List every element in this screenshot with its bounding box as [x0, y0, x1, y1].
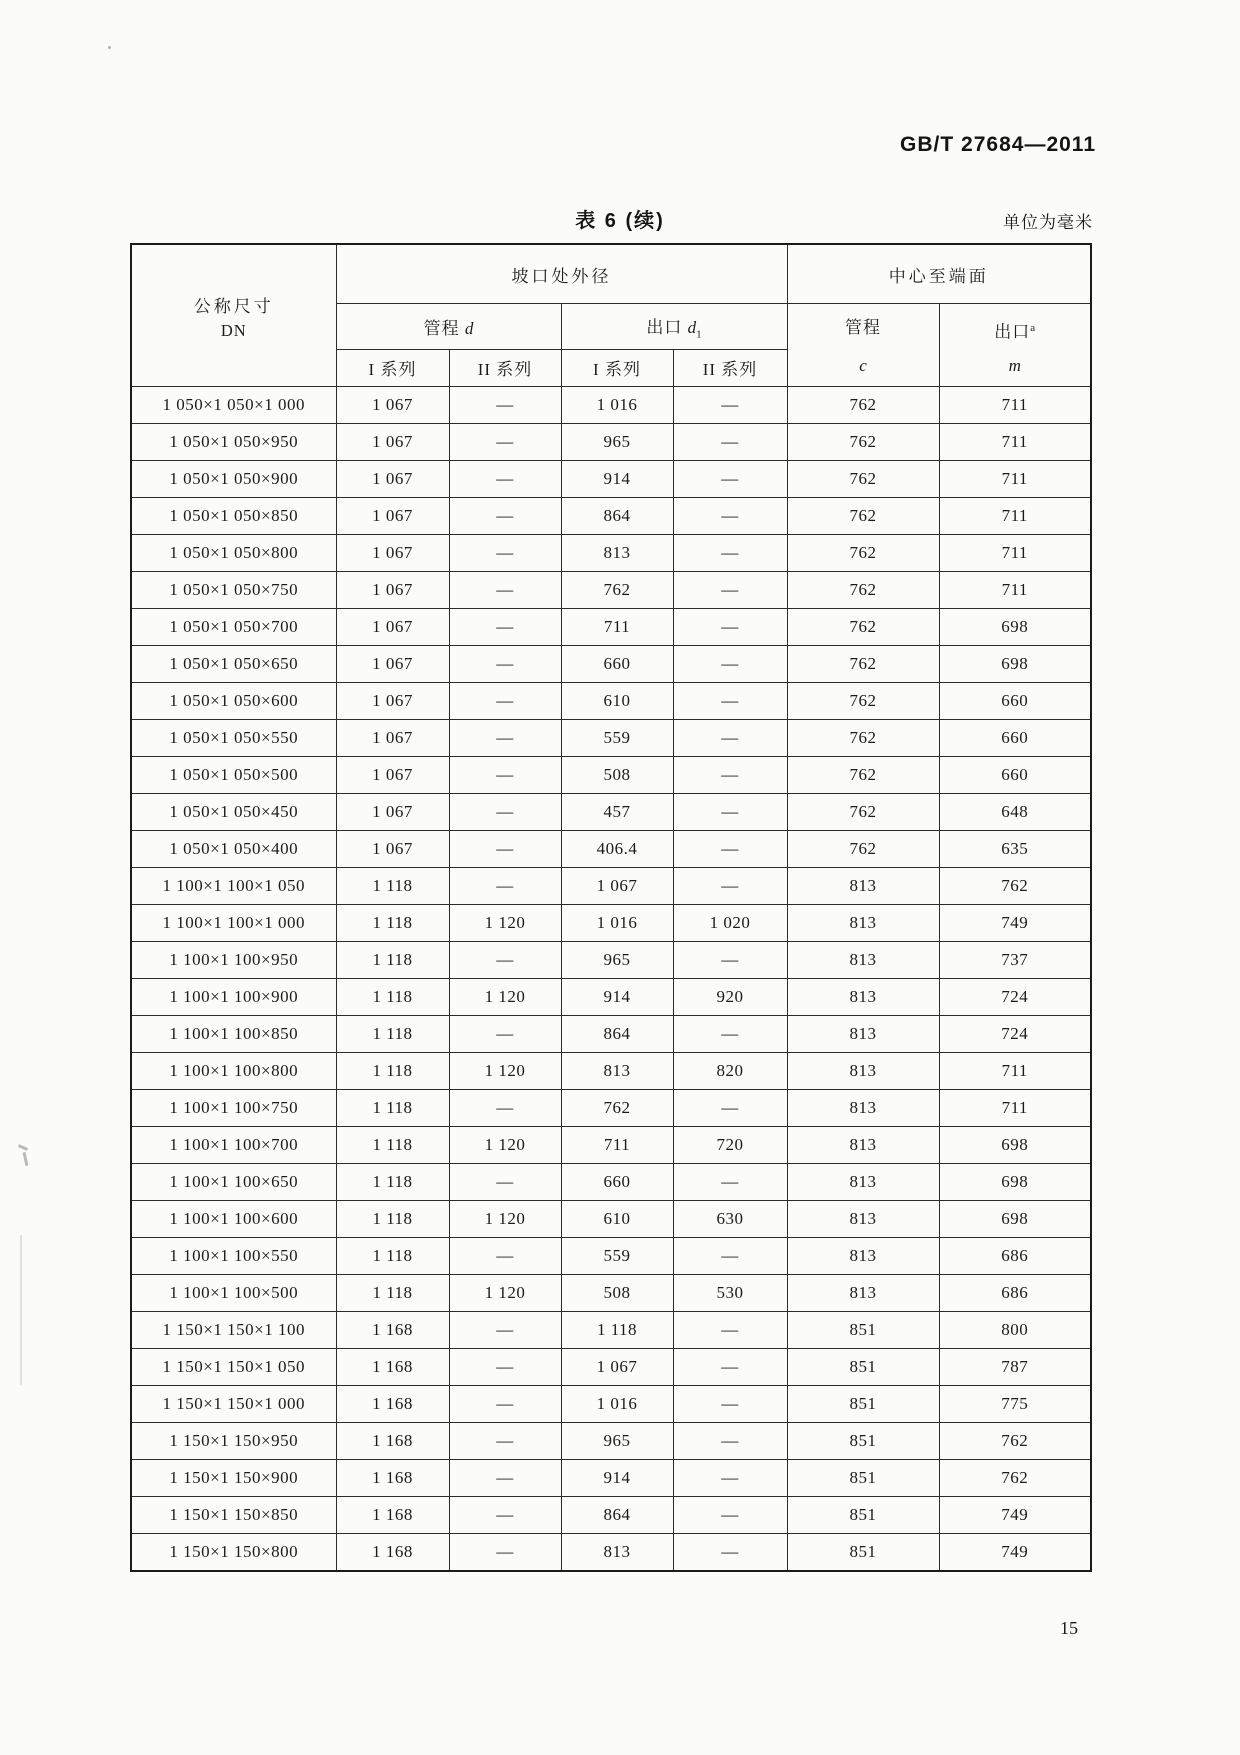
cell-dn: 1 100×1 100×500: [131, 1275, 336, 1312]
cell-tube-d-series2: —: [449, 424, 561, 461]
table-row: [131, 609, 1091, 646]
table-row: [131, 1090, 1091, 1127]
cell-dn: 1 100×1 100×1 000: [131, 905, 336, 942]
cell-center-tube-c: 851: [787, 1386, 939, 1423]
cell-center-outlet-m: 698: [939, 646, 1091, 683]
cell-center-outlet-m: 800: [939, 1312, 1091, 1349]
cell-center-tube-c: 851: [787, 1534, 939, 1572]
cell-outlet-d1-series2: —: [673, 424, 787, 461]
table-row: [131, 1312, 1091, 1349]
cell-dn: 1 100×1 100×800: [131, 1053, 336, 1090]
cell-tube-d-series1: 1 168: [336, 1423, 449, 1460]
scan-artifact: [18, 1144, 28, 1151]
table-row: [131, 646, 1091, 683]
cell-tube-d-series2: —: [449, 683, 561, 720]
cell-tube-d-series2: 1 120: [449, 1053, 561, 1090]
cell-tube-d-series1: 1 067: [336, 387, 449, 424]
cell-tube-d-series1: 1 118: [336, 868, 449, 905]
header-tube-series1: I 系列: [336, 349, 449, 386]
cell-dn: 1 100×1 100×850: [131, 1016, 336, 1053]
table-row: [131, 868, 1091, 905]
cell-center-outlet-m: 698: [939, 609, 1091, 646]
cell-outlet-d1-series1: 711: [561, 609, 673, 646]
cell-center-tube-c: 762: [787, 535, 939, 572]
cell-tube-d-series1: 1 118: [336, 1201, 449, 1238]
table-row: [131, 1201, 1091, 1238]
cell-tube-d-series1: 1 118: [336, 1016, 449, 1053]
header-center-tube-label: 管程: [845, 318, 881, 337]
cell-tube-d-series2: 1 120: [449, 1127, 561, 1164]
header-tube-d-label: 管程: [423, 318, 460, 338]
table-row: [131, 1460, 1091, 1497]
cell-tube-d-series2: —: [449, 942, 561, 979]
header-nominal-size: [131, 244, 336, 387]
cell-outlet-d1-series1: 864: [561, 1497, 673, 1534]
cell-outlet-d1-series1: 660: [561, 646, 673, 683]
cell-outlet-d1-series2: —: [673, 461, 787, 498]
table-row: [131, 757, 1091, 794]
cell-dn: 1 100×1 100×700: [131, 1127, 336, 1164]
cell-tube-d-series2: —: [449, 831, 561, 868]
header-outlet-d1-subscript: 1: [696, 327, 702, 340]
cell-tube-d-series2: —: [449, 794, 561, 831]
cell-center-outlet-m: 711: [939, 1053, 1091, 1090]
cell-center-tube-c: 762: [787, 720, 939, 757]
cell-outlet-d1-series1: 813: [561, 535, 673, 572]
table-row: [131, 1127, 1091, 1164]
cell-outlet-d1-series2: —: [673, 757, 787, 794]
cell-outlet-d1-series2: —: [673, 831, 787, 868]
cell-center-tube-c: 813: [787, 868, 939, 905]
header-center-to-end-group: 中心至端面: [787, 244, 1091, 304]
table-body: [131, 387, 1091, 1572]
cell-outlet-d1-series1: 914: [561, 979, 673, 1016]
cell-outlet-d1-series1: 813: [561, 1053, 673, 1090]
table-row: [131, 942, 1091, 979]
header-center-tube-c: [787, 304, 939, 387]
cell-center-tube-c: 813: [787, 1201, 939, 1238]
cell-outlet-d1-series2: 920: [673, 979, 787, 1016]
cell-outlet-d1-series2: —: [673, 1423, 787, 1460]
table-header: [131, 244, 1091, 387]
cell-tube-d-series2: —: [449, 720, 561, 757]
table-row: [131, 905, 1091, 942]
cell-outlet-d1-series1: 660: [561, 1164, 673, 1201]
cell-tube-d-series2: —: [449, 572, 561, 609]
cell-tube-d-series2: —: [449, 1460, 561, 1497]
cell-outlet-d1-series2: 1 020: [673, 905, 787, 942]
table-row: [131, 1423, 1091, 1460]
cell-outlet-d1-series1: 914: [561, 461, 673, 498]
cell-center-tube-c: 813: [787, 1127, 939, 1164]
cell-center-tube-c: 762: [787, 757, 939, 794]
cell-center-outlet-m: 660: [939, 683, 1091, 720]
cell-outlet-d1-series2: 820: [673, 1053, 787, 1090]
cell-outlet-d1-series2: —: [673, 794, 787, 831]
cell-outlet-d1-series2: —: [673, 609, 787, 646]
cell-outlet-d1-series1: 965: [561, 1423, 673, 1460]
cell-tube-d-series2: —: [449, 1386, 561, 1423]
cell-dn: 1 100×1 100×750: [131, 1090, 336, 1127]
cell-center-tube-c: 851: [787, 1423, 939, 1460]
cell-tube-d-series2: 1 120: [449, 979, 561, 1016]
cell-center-tube-c: 813: [787, 1016, 939, 1053]
cell-center-tube-c: 762: [787, 387, 939, 424]
cell-center-outlet-m: 711: [939, 461, 1091, 498]
cell-dn: 1 050×1 050×850: [131, 498, 336, 535]
cell-tube-d-series2: —: [449, 1497, 561, 1534]
table-row: [131, 1275, 1091, 1312]
cell-outlet-d1-series1: 1 016: [561, 387, 673, 424]
cell-outlet-d1-series1: 965: [561, 424, 673, 461]
cell-tube-d-series1: 1 067: [336, 498, 449, 535]
cell-outlet-d1-series1: 1 016: [561, 1386, 673, 1423]
cell-tube-d-series2: —: [449, 1423, 561, 1460]
table-row: [131, 831, 1091, 868]
cell-dn: 1 050×1 050×700: [131, 609, 336, 646]
cell-dn: 1 150×1 150×800: [131, 1534, 336, 1572]
cell-dn: 1 100×1 100×950: [131, 942, 336, 979]
cell-tube-d-series1: 1 118: [336, 905, 449, 942]
cell-center-outlet-m: 762: [939, 1423, 1091, 1460]
table-row: [131, 461, 1091, 498]
cell-tube-d-series2: —: [449, 1238, 561, 1275]
header-center-outlet-label: 出口: [994, 322, 1031, 342]
cell-center-outlet-m: 698: [939, 1164, 1091, 1201]
cell-tube-d-series1: 1 067: [336, 535, 449, 572]
cell-tube-d-series1: 1 067: [336, 572, 449, 609]
cell-tube-d-series1: 1 067: [336, 424, 449, 461]
cell-outlet-d1-series2: —: [673, 572, 787, 609]
standard-number: GB/T 27684—2011: [900, 133, 1096, 156]
cell-tube-d-series1: 1 168: [336, 1312, 449, 1349]
cell-outlet-d1-series1: 559: [561, 720, 673, 757]
cell-tube-d-series2: —: [449, 868, 561, 905]
cell-dn: 1 050×1 050×450: [131, 794, 336, 831]
cell-tube-d-series1: 1 067: [336, 757, 449, 794]
cell-outlet-d1-series2: —: [673, 535, 787, 572]
cell-tube-d-series1: 1 067: [336, 794, 449, 831]
cell-outlet-d1-series1: 508: [561, 757, 673, 794]
cell-dn: 1 100×1 100×550: [131, 1238, 336, 1275]
cell-center-tube-c: 813: [787, 1053, 939, 1090]
cell-dn: 1 150×1 150×1 050: [131, 1349, 336, 1386]
cell-dn: 1 050×1 050×500: [131, 757, 336, 794]
cell-tube-d-series2: 1 120: [449, 1201, 561, 1238]
cell-tube-d-series1: 1 168: [336, 1534, 449, 1572]
cell-dn: 1 100×1 100×1 050: [131, 868, 336, 905]
cell-center-outlet-m: 698: [939, 1127, 1091, 1164]
cell-dn: 1 150×1 150×950: [131, 1423, 336, 1460]
cell-outlet-d1-series2: —: [673, 1312, 787, 1349]
cell-tube-d-series2: —: [449, 1534, 561, 1572]
cell-center-outlet-m: 724: [939, 979, 1091, 1016]
cell-outlet-d1-series1: 1 067: [561, 1349, 673, 1386]
cell-center-tube-c: 851: [787, 1312, 939, 1349]
page-number: 15: [1060, 1618, 1078, 1638]
table-row: [131, 979, 1091, 1016]
header-tube-series2: II 系列: [449, 349, 561, 386]
cell-dn: 1 150×1 150×1 000: [131, 1386, 336, 1423]
cell-outlet-d1-series2: —: [673, 498, 787, 535]
cell-tube-d-series1: 1 118: [336, 1090, 449, 1127]
cell-center-tube-c: 762: [787, 794, 939, 831]
cell-outlet-d1-series2: —: [673, 720, 787, 757]
cell-tube-d-series2: —: [449, 1090, 561, 1127]
cell-tube-d-series2: —: [449, 1312, 561, 1349]
cell-tube-d-series2: 1 120: [449, 1275, 561, 1312]
cell-tube-d-series1: 1 118: [336, 1275, 449, 1312]
cell-outlet-d1-series2: —: [673, 1164, 787, 1201]
cell-center-tube-c: 762: [787, 609, 939, 646]
cell-dn: 1 150×1 150×900: [131, 1460, 336, 1497]
cell-dn: 1 050×1 050×950: [131, 424, 336, 461]
cell-center-tube-c: 851: [787, 1460, 939, 1497]
header-c-symbol: c: [859, 356, 867, 375]
header-bevel-od-group: 坡口处外径: [336, 244, 787, 304]
cell-outlet-d1-series1: 711: [561, 1127, 673, 1164]
cell-tube-d-series2: —: [449, 1349, 561, 1386]
cell-center-outlet-m: 711: [939, 387, 1091, 424]
table-row: [131, 1053, 1091, 1090]
cell-center-tube-c: 762: [787, 498, 939, 535]
header-center-outlet-m: [939, 304, 1091, 387]
cell-outlet-d1-series1: 965: [561, 942, 673, 979]
dimension-table: [130, 243, 1092, 1572]
cell-center-tube-c: 813: [787, 942, 939, 979]
table-row: [131, 1386, 1091, 1423]
cell-tube-d-series1: 1 118: [336, 1238, 449, 1275]
table-row: [131, 794, 1091, 831]
cell-center-tube-c: 813: [787, 1238, 939, 1275]
cell-center-outlet-m: 711: [939, 1090, 1091, 1127]
cell-dn: 1 050×1 050×550: [131, 720, 336, 757]
cell-center-outlet-m: 749: [939, 905, 1091, 942]
cell-outlet-d1-series2: 530: [673, 1275, 787, 1312]
header-tube-d: [336, 304, 561, 350]
header-row-groups: [131, 244, 1091, 304]
cell-outlet-d1-series2: —: [673, 1016, 787, 1053]
cell-outlet-d1-series1: 457: [561, 794, 673, 831]
cell-tube-d-series2: —: [449, 461, 561, 498]
table-row: [131, 1349, 1091, 1386]
cell-tube-d-series1: 1 067: [336, 720, 449, 757]
scan-artifact: [108, 46, 111, 49]
cell-center-outlet-m: 711: [939, 424, 1091, 461]
cell-center-outlet-m: 749: [939, 1497, 1091, 1534]
unit-note: 单位为毫米: [1003, 213, 1093, 232]
table-row: [131, 424, 1091, 461]
table-row: [131, 720, 1091, 757]
header-outlet-d1-symbol: d: [687, 317, 697, 337]
cell-outlet-d1-series1: 914: [561, 1460, 673, 1497]
cell-tube-d-series2: —: [449, 1016, 561, 1053]
cell-center-outlet-m: 686: [939, 1275, 1091, 1312]
header-outlet-d1: [561, 304, 787, 350]
cell-outlet-d1-series1: 610: [561, 683, 673, 720]
cell-center-outlet-m: 711: [939, 535, 1091, 572]
cell-center-tube-c: 813: [787, 1275, 939, 1312]
header-dn-label: DN: [220, 320, 247, 340]
cell-outlet-d1-series1: 610: [561, 1201, 673, 1238]
cell-outlet-d1-series1: 406.4: [561, 831, 673, 868]
cell-tube-d-series1: 1 118: [336, 1127, 449, 1164]
cell-dn: 1 100×1 100×900: [131, 979, 336, 1016]
cell-outlet-d1-series2: —: [673, 683, 787, 720]
scan-artifact: [23, 1152, 29, 1166]
cell-tube-d-series1: 1 118: [336, 942, 449, 979]
cell-tube-d-series1: 1 067: [336, 831, 449, 868]
scan-artifact: [20, 1235, 22, 1385]
cell-center-outlet-m: 648: [939, 794, 1091, 831]
cell-center-tube-c: 851: [787, 1349, 939, 1386]
cell-center-tube-c: 762: [787, 424, 939, 461]
cell-outlet-d1-series2: —: [673, 1497, 787, 1534]
table-row: [131, 498, 1091, 535]
header-tube-d-symbol: d: [464, 318, 474, 338]
cell-tube-d-series2: —: [449, 646, 561, 683]
cell-outlet-d1-series2: —: [673, 1238, 787, 1275]
table-row: [131, 683, 1091, 720]
cell-tube-d-series2: —: [449, 609, 561, 646]
cell-dn: 1 050×1 050×900: [131, 461, 336, 498]
cell-center-tube-c: 762: [787, 646, 939, 683]
cell-dn: 1 100×1 100×600: [131, 1201, 336, 1238]
cell-outlet-d1-series1: 1 067: [561, 868, 673, 905]
cell-outlet-d1-series1: 762: [561, 572, 673, 609]
cell-outlet-d1-series2: —: [673, 942, 787, 979]
table-row: [131, 535, 1091, 572]
cell-dn: 1 150×1 150×850: [131, 1497, 336, 1534]
cell-tube-d-series1: 1 067: [336, 461, 449, 498]
cell-center-tube-c: 813: [787, 979, 939, 1016]
cell-outlet-d1-series2: —: [673, 1349, 787, 1386]
cell-center-outlet-m: 711: [939, 572, 1091, 609]
cell-center-tube-c: 762: [787, 831, 939, 868]
header-outlet-series1: I 系列: [561, 349, 673, 386]
cell-outlet-d1-series2: —: [673, 1090, 787, 1127]
cell-tube-d-series2: —: [449, 387, 561, 424]
cell-center-tube-c: 813: [787, 1164, 939, 1201]
cell-center-outlet-m: 711: [939, 498, 1091, 535]
cell-center-outlet-m: 698: [939, 1201, 1091, 1238]
cell-center-outlet-m: 686: [939, 1238, 1091, 1275]
cell-dn: 1 050×1 050×600: [131, 683, 336, 720]
cell-outlet-d1-series2: —: [673, 646, 787, 683]
cell-center-outlet-m: 660: [939, 720, 1091, 757]
cell-center-tube-c: 851: [787, 1497, 939, 1534]
cell-dn: 1 150×1 150×1 100: [131, 1312, 336, 1349]
cell-tube-d-series1: 1 067: [336, 646, 449, 683]
cell-tube-d-series1: 1 168: [336, 1460, 449, 1497]
cell-center-outlet-m: 787: [939, 1349, 1091, 1386]
cell-dn: 1 050×1 050×750: [131, 572, 336, 609]
cell-tube-d-series1: 1 118: [336, 1164, 449, 1201]
cell-tube-d-series1: 1 067: [336, 683, 449, 720]
table-row: [131, 1534, 1091, 1572]
cell-dn: 1 050×1 050×1 000: [131, 387, 336, 424]
cell-dn: 1 100×1 100×650: [131, 1164, 336, 1201]
table-row: [131, 572, 1091, 609]
cell-tube-d-series2: —: [449, 1164, 561, 1201]
cell-center-tube-c: 762: [787, 461, 939, 498]
cell-outlet-d1-series2: 720: [673, 1127, 787, 1164]
cell-outlet-d1-series2: —: [673, 1460, 787, 1497]
table-title: 表 6 (续): [575, 210, 665, 232]
cell-center-tube-c: 762: [787, 683, 939, 720]
cell-outlet-d1-series1: 864: [561, 1016, 673, 1053]
header-outlet-d1-label: 出口: [646, 317, 683, 337]
cell-outlet-d1-series2: —: [673, 387, 787, 424]
cell-center-tube-c: 813: [787, 1090, 939, 1127]
cell-center-outlet-m: 762: [939, 868, 1091, 905]
cell-outlet-d1-series2: —: [673, 868, 787, 905]
cell-tube-d-series2: —: [449, 535, 561, 572]
cell-tube-d-series1: 1 168: [336, 1386, 449, 1423]
cell-outlet-d1-series2: —: [673, 1534, 787, 1572]
cell-outlet-d1-series1: 559: [561, 1238, 673, 1275]
table-row: [131, 387, 1091, 424]
table-row: [131, 1497, 1091, 1534]
cell-outlet-d1-series1: 1 118: [561, 1312, 673, 1349]
cell-center-outlet-m: 737: [939, 942, 1091, 979]
cell-center-outlet-m: 749: [939, 1534, 1091, 1572]
cell-tube-d-series1: 1 118: [336, 979, 449, 1016]
cell-center-outlet-m: 724: [939, 1016, 1091, 1053]
cell-outlet-d1-series1: 864: [561, 498, 673, 535]
cell-dn: 1 050×1 050×650: [131, 646, 336, 683]
cell-outlet-d1-series1: 1 016: [561, 905, 673, 942]
cell-dn: 1 050×1 050×400: [131, 831, 336, 868]
header-outlet-series2: II 系列: [673, 349, 787, 386]
header-outlet-footnote-marker: a: [1030, 322, 1036, 334]
cell-outlet-d1-series1: 762: [561, 1090, 673, 1127]
cell-center-tube-c: 762: [787, 572, 939, 609]
table-row: [131, 1238, 1091, 1275]
cell-tube-d-series1: 1 168: [336, 1349, 449, 1386]
cell-tube-d-series2: —: [449, 498, 561, 535]
cell-dn: 1 050×1 050×800: [131, 535, 336, 572]
cell-tube-d-series2: —: [449, 757, 561, 794]
cell-tube-d-series1: 1 067: [336, 609, 449, 646]
cell-center-outlet-m: 762: [939, 1460, 1091, 1497]
header-m-symbol: m: [1008, 356, 1021, 375]
cell-center-tube-c: 813: [787, 905, 939, 942]
cell-tube-d-series2: 1 120: [449, 905, 561, 942]
header-nominal-size-label: 公称尺寸: [193, 296, 274, 316]
cell-outlet-d1-series2: 630: [673, 1201, 787, 1238]
cell-outlet-d1-series2: —: [673, 1386, 787, 1423]
table-row: [131, 1016, 1091, 1053]
cell-center-outlet-m: 775: [939, 1386, 1091, 1423]
cell-outlet-d1-series1: 508: [561, 1275, 673, 1312]
cell-center-outlet-m: 660: [939, 757, 1091, 794]
table-row: [131, 1164, 1091, 1201]
cell-tube-d-series1: 1 118: [336, 1053, 449, 1090]
cell-outlet-d1-series1: 813: [561, 1534, 673, 1572]
cell-tube-d-series1: 1 168: [336, 1497, 449, 1534]
cell-center-outlet-m: 635: [939, 831, 1091, 868]
